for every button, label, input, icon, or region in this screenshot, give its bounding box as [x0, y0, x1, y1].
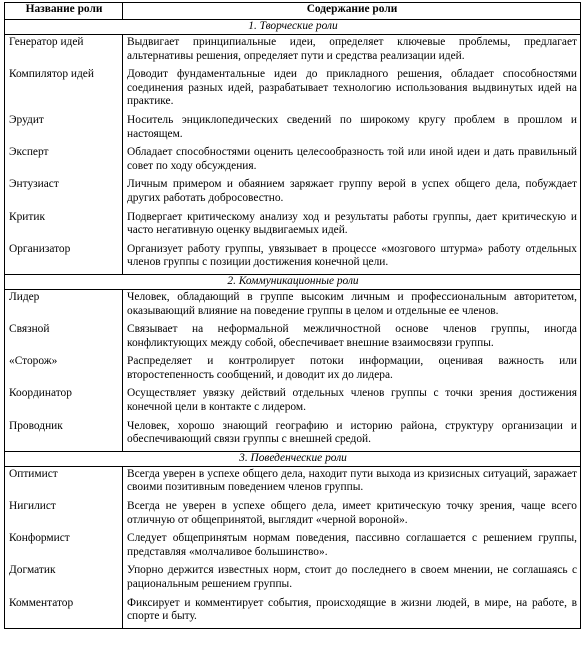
role-name: Организатор	[5, 242, 123, 275]
role-description: Всегда уверен в успехе общего дела, находит пути выхода из кризисных ситуаций, заражает своими позитивным поведением членов группы.	[123, 466, 581, 499]
role-name: Эрудит	[5, 113, 123, 145]
table-row	[5, 499, 581, 531]
role-name: Комментатор	[5, 596, 123, 629]
section-heading	[5, 274, 581, 289]
table-row	[5, 322, 581, 354]
header-content: Содержание роли	[123, 3, 581, 20]
role-name: Компилятор идей	[5, 67, 123, 113]
table-row	[5, 563, 581, 595]
table-row	[5, 466, 581, 499]
role-description: Связывает на неформальной межличностной основе членов группы, иногда конфликтующих между собой, обеспечивает внешние взаимосвязи группы.	[123, 322, 581, 354]
role-name: Энтузиаст	[5, 177, 123, 209]
table-row	[5, 210, 581, 242]
table-header	[5, 3, 581, 20]
role-name: Конформист	[5, 531, 123, 563]
role-name: «Сторож»	[5, 354, 123, 386]
role-description: Носитель энциклопедических сведений по широкому кругу проблем в прошлом и настоящем.	[123, 113, 581, 145]
role-name: Критик	[5, 210, 123, 242]
role-name: Проводник	[5, 419, 123, 452]
role-name: Догматик	[5, 563, 123, 595]
role-description: Человек, обладающий в группе высоким личным и профессиональным авторитетом, оказывающий влияние на поведение группы в целом и отдельные ее членов.	[123, 289, 581, 322]
table-row	[5, 113, 581, 145]
table-row	[5, 177, 581, 209]
role-description: Следует общепринятым нормам поведения, пассивно соглашается с решением группы, представляя «молчаливое большинство».	[123, 531, 581, 563]
section-heading	[5, 20, 581, 35]
role-description: Упорно держится известных норм, стоит до последнего в своем мнении, не соглашаясь с рациональным решением группы.	[123, 563, 581, 595]
role-name: Генератор идей	[5, 35, 123, 68]
table-row	[5, 35, 581, 68]
role-description: Осуществляет увязку действий отдельных членов группы с точки зрения достижения конечной цели в контакте с лидером.	[123, 386, 581, 418]
table-row	[5, 419, 581, 452]
table-row	[5, 596, 581, 629]
table-body	[5, 20, 581, 629]
role-name: Нигилист	[5, 499, 123, 531]
table-row	[5, 67, 581, 113]
role-name: Лидер	[5, 289, 123, 322]
role-description: Распределяет и контролирует потоки информации, оценивая важность или второстепенность сообщений, и доводит их до лидера.	[123, 354, 581, 386]
role-description: Фиксирует и комментирует события, происходящие в жизни людей, в мире, на работе, в спорте и быту.	[123, 596, 581, 629]
section-heading	[5, 451, 581, 466]
role-description: Организует работу группы, увязывает в процессе «мозгового штурма» работу отдельных членов группы с позиции достижения конечной цели.	[123, 242, 581, 275]
table-row	[5, 145, 581, 177]
role-description: Личным примером и обаянием заряжает группу верой в успех общего дела, побуждает других работать добросовестно.	[123, 177, 581, 209]
role-name: Оптимист	[5, 466, 123, 499]
section-title: 1. Творческие роли	[5, 20, 581, 35]
section-title: 3. Поведенческие роли	[5, 451, 581, 466]
role-name: Связной	[5, 322, 123, 354]
role-description: Всегда не уверен в успехе общего дела, имеет критическую точку зрения, чаще всего отличную от общепринятой, выглядит «черной вороной».	[123, 499, 581, 531]
table-row	[5, 289, 581, 322]
role-description: Обладает способностями оценить целесообразность той или иной идеи и дать правильный совет по ходу обсуждения.	[123, 145, 581, 177]
role-description: Подвергает критическому анализу ход и результаты работы группы, дает критическую и часто негативную оценку выдвигаемых идей.	[123, 210, 581, 242]
roles-table	[4, 2, 581, 629]
role-name: Эксперт	[5, 145, 123, 177]
role-description: Выдвигает принципиальные идеи, определяет ключевые проблемы, предлагает альтернативы решения, определяет пути и средства реализации идей.	[123, 35, 581, 68]
role-description: Человек, хорошо знающий географию и историю района, структуру организации и обеспечивающий связи группы с внешней средой.	[123, 419, 581, 452]
table-row	[5, 386, 581, 418]
role-description: Доводит фундаментальные идеи до прикладного решения, обладает способностями соединения разных идей, разрабатывает технологию использования выдвинутых идей на практике.	[123, 67, 581, 113]
table-row	[5, 531, 581, 563]
role-name: Координатор	[5, 386, 123, 418]
section-title: 2. Коммуникационные роли	[5, 274, 581, 289]
table-row	[5, 242, 581, 275]
header-role: Название роли	[5, 3, 123, 20]
table-row	[5, 354, 581, 386]
